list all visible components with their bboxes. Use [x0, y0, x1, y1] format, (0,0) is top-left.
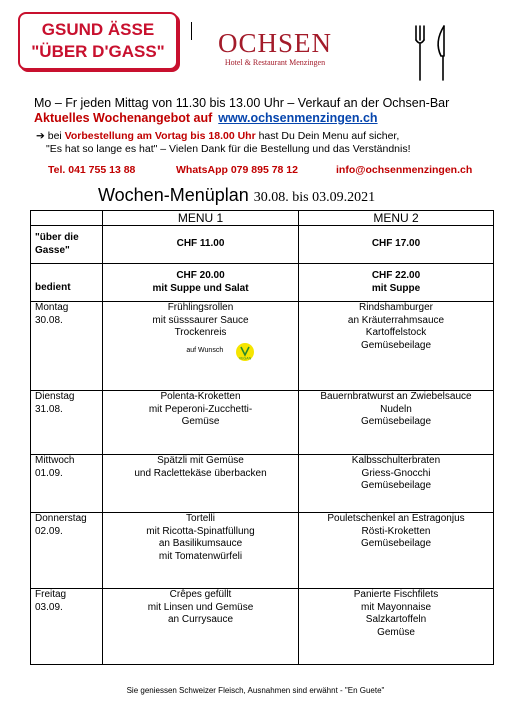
menu-1-cell — [103, 589, 299, 665]
menu-1-cell — [103, 513, 299, 589]
dish-line: mit Peperoni-Zucchetti- — [148, 403, 253, 415]
logo-name: OCHSEN — [217, 28, 332, 58]
page-title — [98, 185, 375, 206]
arrow-icon: ➔ — [36, 130, 45, 142]
bedient-price-1 — [103, 264, 299, 302]
menu-2-cell — [299, 589, 494, 665]
preorder-post: hast Du Dein Menu auf sicher, — [258, 130, 400, 142]
bedient-label: bedient — [31, 264, 103, 302]
dish-line: mit süsssaurer Sauce — [152, 314, 249, 326]
badge-line-2: "ÜBER D'GASS" — [31, 42, 165, 61]
preorder-pre: bei — [47, 130, 62, 142]
day-date: 02.09. — [35, 525, 63, 537]
dish-line: mit Ricotta-Spinatfüllung — [146, 525, 255, 537]
dish-line: Pouletschenkel an Estragonjus — [327, 513, 465, 524]
preorder-deadline: Vorbestellung am Vortag bis 18.00 Uhr — [64, 130, 256, 142]
menu-1-cell — [103, 455, 299, 513]
day-cell — [31, 455, 103, 513]
dish-line: Gemüsebeilage — [360, 538, 432, 549]
menu-2-cell — [299, 513, 494, 589]
gasse-label — [31, 226, 103, 264]
dish-line: Rindshamburger — [359, 302, 433, 313]
gasse-row — [31, 226, 494, 264]
dish-line: Gemüsebeilage — [360, 416, 432, 427]
day-date: 01.09. — [35, 467, 63, 479]
website-link[interactable]: www.ochsenmenzingen.ch — [218, 111, 378, 125]
dish-line: an Basilikumsauce — [158, 538, 243, 549]
preorder-line — [36, 130, 399, 142]
day-cell — [31, 589, 103, 665]
menu-2-cell — [299, 302, 494, 391]
table-row — [31, 513, 494, 589]
menu-2-cell — [299, 391, 494, 455]
day-cell — [31, 302, 103, 391]
dish-line: mit Tomatenwürfeli — [158, 550, 243, 562]
dish-line: Kalbsschulterbraten — [351, 455, 441, 466]
gasse-label-line-1: "über die — [35, 232, 79, 243]
dish-line: Panierte Fischfilets — [353, 589, 439, 600]
weekly-offer-text: Aktuelles Wochenangebot auf — [34, 111, 213, 125]
dish-line: Nudeln — [380, 403, 412, 415]
table-row — [31, 302, 494, 391]
dish-line: Gemüsebeilage — [360, 480, 432, 491]
vegan-option — [103, 343, 298, 361]
logo-subtitle: Hotel & Restaurant Menzingen — [224, 58, 326, 67]
dish-line: Kartoffelstock — [365, 327, 427, 338]
day-name: Freitag — [35, 589, 67, 600]
dish-line: Polenta-Kroketten — [160, 391, 241, 402]
menu-2-cell — [299, 455, 494, 513]
day-name: Mittwoch — [35, 455, 75, 466]
dish-line: Gemüse — [377, 626, 415, 638]
header-menu-1: MENU 1 — [103, 211, 299, 226]
gasse-label-line-2: Gasse" — [35, 244, 70, 256]
menu-1-cell — [103, 391, 299, 455]
day-cell — [31, 391, 103, 455]
dish-line: Frühlingsrollen — [167, 302, 234, 313]
vegan-label: VEGAN — [238, 356, 252, 360]
dish-line: Tortelli — [186, 513, 215, 524]
day-date: 30.08. — [35, 314, 63, 326]
menu-table — [30, 210, 494, 665]
table-header-row — [31, 211, 494, 226]
title-dates: 30.08. bis 03.09.2021 — [253, 190, 376, 205]
dish-line: mit Linsen und Gemüse — [147, 601, 254, 613]
day-name: Donnerstag — [35, 513, 87, 524]
dish-line: Spätzli mit Gemüse — [157, 455, 244, 466]
bedient-price-1-desc: mit Suppe und Salat — [152, 282, 249, 294]
vegan-icon — [236, 343, 254, 361]
dish-line: an Currysauce — [167, 614, 234, 625]
dish-line: Crêpes gefüllt — [169, 589, 232, 600]
bedient-price-2 — [299, 264, 494, 302]
day-name: Montag — [35, 302, 69, 313]
on-request-note: auf Wunsch — [186, 347, 224, 355]
whatsapp-number: WhatsApp 079 895 78 12 — [176, 164, 298, 176]
weekly-offer-line — [34, 111, 378, 125]
dish-line: und Raclettekäse überbacken — [134, 467, 267, 479]
cutlery-icon — [410, 22, 456, 84]
table-row — [31, 589, 494, 665]
header-menu-2: MENU 2 — [299, 211, 494, 226]
day-date: 31.08. — [35, 403, 63, 415]
dish-line: Trockenreis — [174, 327, 227, 338]
bedient-price-2-desc: mit Suppe — [371, 282, 421, 294]
dish-line: Salzkartoffeln — [365, 614, 427, 625]
bedient-row — [31, 264, 494, 302]
email-address[interactable]: info@ochsenmenzingen.ch — [336, 164, 473, 176]
table-row — [31, 391, 494, 455]
ochsen-logo — [210, 28, 340, 67]
menu-1-cell — [103, 302, 299, 391]
divider — [191, 22, 192, 40]
footer-note: Sie geniessen Schweizer Fleisch, Ausnahmen sind erwähnt - "En Guete" — [126, 686, 385, 695]
table-row — [31, 455, 494, 513]
gasse-price-1: CHF 11.00 — [103, 226, 299, 264]
dish-line: Gemüse — [181, 416, 220, 427]
dish-line: Griess-Gnocchi — [361, 467, 431, 479]
badge-line-1: GSUND ÄSSE — [41, 20, 155, 39]
thanks-line: "Es hat so lange es hat" – Vielen Dank für die Bestellung und das Verständnis! — [46, 143, 411, 155]
bedient-price-2-value: CHF 22.00 — [371, 270, 421, 281]
dish-line: mit Mayonnaise — [360, 601, 432, 613]
day-cell — [31, 513, 103, 589]
dish-line: Rösti-Kroketten — [361, 525, 431, 537]
phone-number: Tel. 041 755 13 88 — [48, 164, 136, 176]
title-text: Wochen-Menüplan — [98, 185, 249, 205]
bedient-price-1-value: CHF 20.00 — [176, 270, 225, 281]
header-empty — [31, 211, 103, 226]
promo-badge — [18, 12, 178, 70]
dish-line: Bauernbratwurst an Zwiebelsauce — [320, 391, 472, 402]
opening-hours: Mo – Fr jeden Mittag von 11.30 bis 13.00 Uhr – Verkauf an der Ochsen-Bar — [34, 96, 450, 110]
day-name: Dienstag — [35, 391, 75, 402]
gasse-price-2: CHF 17.00 — [299, 226, 494, 264]
dish-line: an Kräuterrahmsauce — [347, 314, 445, 326]
dish-line: Gemüsebeilage — [360, 339, 432, 351]
day-date: 03.09. — [35, 601, 63, 613]
